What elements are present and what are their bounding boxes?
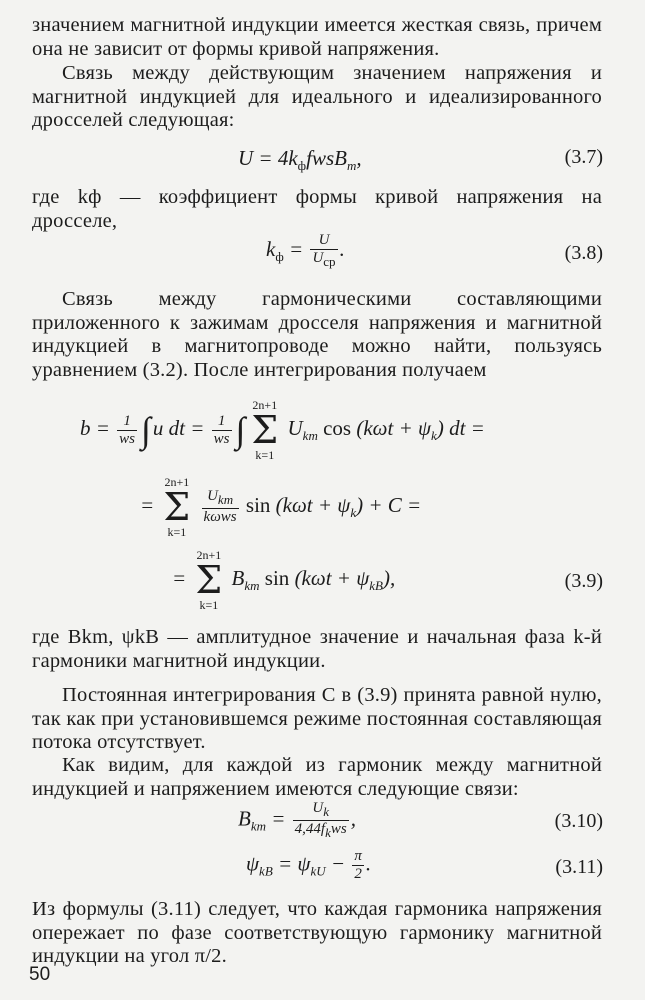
paragraph-conclusion: Из формулы (3.11) следует, что каждая гармоника напряжения опережает по фазе соответствующую гармонику магнитной индукции на угол π/2. [32, 898, 602, 967]
paragraph-form-factor: где kф — коэффициент формы кривой напряжения на дросселе, [32, 186, 602, 232]
paragraph-harmonics: Связь между гармоническими составляющими приложенного к зажимам дросселя напряжения и магнитной индукцией в магнитопроводе можно найти, пользуясь уравнением (3.2). После интегрирования получаем [32, 288, 602, 381]
equation-number-3-11: (3.11) [555, 856, 603, 878]
paragraph-voltage-induction: Связь между действующим значением напряжения и магнитной индукцией для идеального и идеализированного дросселей следующая: [32, 62, 602, 131]
paragraph-continuation: значением магнитной индукции имеется жесткая связь, причем она не зависит от формы кривой напряжения. [32, 14, 602, 60]
equation-number-3-8: (3.8) [564, 242, 603, 264]
equation-3-7: $U = 4k_фfwsB_m$, [238, 146, 362, 174]
paragraph-integration-constant: Постоянная интегрирования C в (3.9) принята равной нулю, так как при установившемся режиме постоянная составляющая потока отсутствует. [32, 684, 602, 753]
equation-3-9-line-3: = 2n+1 Σ k=1 $B_{km}$ $\sin (k\omega t + \psi_{kB})$, [172, 548, 396, 612]
equation-number-3-7: (3.7) [564, 146, 603, 168]
equation-3-10: $B_{km}$ = $\frac{U_k}{4,44f_kws}$ , [238, 800, 356, 840]
page-number: 50 [29, 964, 51, 985]
paragraph-relations: Как видим, для каждой из гармоник между магнитной индукцией и напряжением имеются следующие связи: [32, 754, 602, 800]
equation-3-11: $\psi_{kB} = \psi_{kU}$ − $\frac{\pi}{2}$ . [246, 848, 372, 882]
equation-3-9-line-1: b = $\frac{1}{ws}$ ∫u dt = $\frac{1}{ws}$ ∫ 2n+1 Σ k=1 $U_{km}$ $\cos (k\omega t + \psi_k)$ dt = [80, 398, 485, 462]
paragraph-amplitude-phase: где Bkm, ψkB — амплитудное значение и начальная фаза k-й гармоники магнитной индукции. [32, 626, 602, 672]
equation-3-9-line-2: = 2n+1 Σ k=1 $\frac{U_{km}}{\text{kωws}}$ $\sin (k\omega t + \psi_k) + C$ = [140, 475, 422, 539]
equation-number-3-10: (3.10) [554, 810, 603, 832]
equation-number-3-9: (3.9) [564, 570, 603, 592]
equation-3-8: $k_ф$ = $\frac{U}{U_{ср}}$ . [266, 232, 345, 269]
